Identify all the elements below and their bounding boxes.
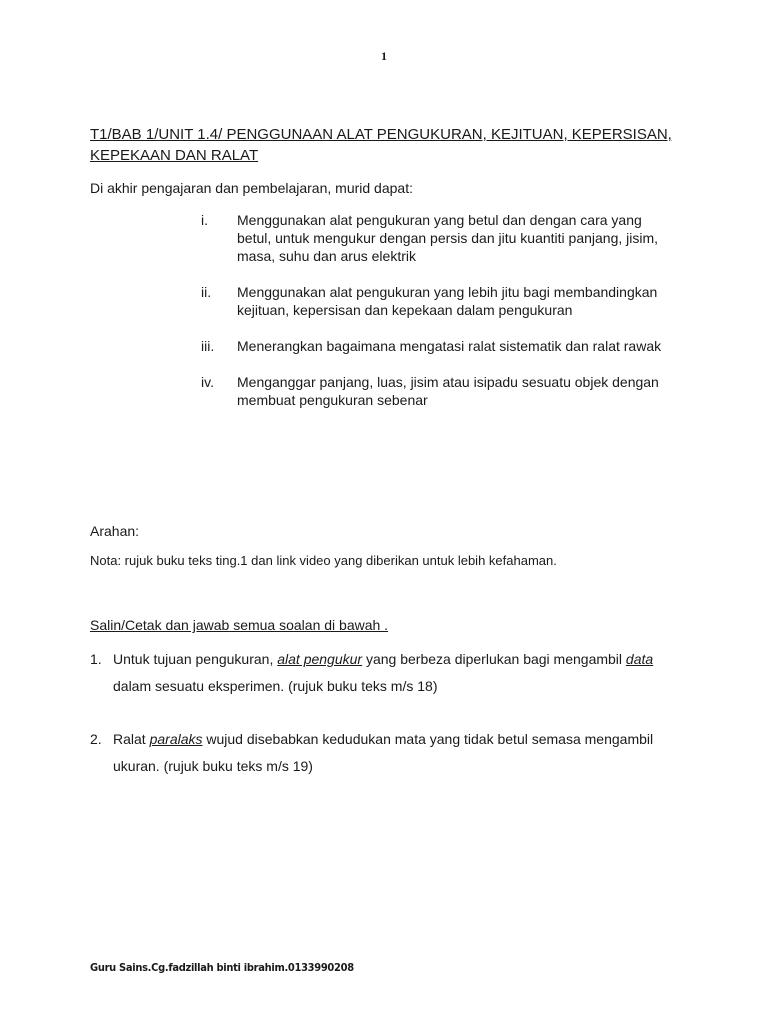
emphasized-term: alat pengukur (277, 651, 363, 667)
objective-item (180, 337, 680, 355)
page-number: 1 (381, 49, 387, 63)
objective-text: Menggunakan alat pengukuran yang lebih jitu bagi membandingkan kejituan, kepersisan dan kepekaan dalam pengukuran (237, 284, 658, 318)
question-text-part: Untuk tujuan pengukuran, (113, 651, 278, 667)
objective-text: Menerangkan bagaimana mengatasi ralat sistematik dan ralat rawak (237, 338, 662, 354)
question-text (113, 726, 673, 780)
objective-item (180, 211, 680, 265)
question-number: 1. (90, 651, 102, 667)
document-title: T1/BAB 1/UNIT 1.4/ PENGGUNAAN ALAT PENGUKURAN, KEJITUAN, KEPERSISAN, KEPEKAAN DAN RALAT (90, 126, 672, 164)
emphasized-term: data (625, 651, 654, 667)
task-instruction: Salin/Cetak dan jawab semua soalan di bawah . (90, 617, 389, 633)
question-text-part: wujud disebabkan kedudukan mata yang tidak betul semasa mengambil ukuran. (rujuk buku teks m/s 19) (113, 731, 654, 774)
instructions-heading: Arahan: (90, 523, 140, 539)
objective-number: i. (201, 212, 208, 228)
question-text-part: dalam sesuatu eksperimen. (rujuk buku teks m/s 18) (113, 678, 438, 694)
question-item (90, 646, 690, 700)
question-text-part: yang berbeza diperlukan bagi mengambil (362, 651, 626, 667)
objective-text: Menganggar panjang, luas, jisim atau isipadu sesuatu objek dengan membuat pengukuran sebenar (237, 374, 659, 408)
objectives-list (180, 211, 680, 427)
objective-item (180, 283, 680, 319)
objective-number: iv. (201, 374, 214, 390)
emphasized-term: paralaks (149, 731, 203, 747)
note-text: Nota: rujuk buku teks ting.1 dan link video yang diberikan untuk lebih kefahaman. (90, 553, 557, 568)
footer-text: Guru Sains.Cg.fadzillah binti ibrahim.0133990208 (90, 961, 354, 974)
objective-text: Menggunakan alat pengukuran yang betul dan dengan cara yang betul, untuk mengukur dengan persis dan jitu kuantiti panjang, jisim, masa, suhu dan arus elektrik (237, 212, 659, 264)
question-item (90, 726, 690, 780)
question-number: 2. (90, 731, 102, 747)
intro-text: Di akhir pengajaran dan pembelajaran, murid dapat: (90, 180, 413, 196)
question-text-part: Ralat (113, 731, 150, 747)
objective-number: ii. (201, 284, 212, 300)
objective-item (180, 373, 680, 409)
question-text (113, 646, 673, 700)
objective-number: iii. (201, 338, 215, 354)
